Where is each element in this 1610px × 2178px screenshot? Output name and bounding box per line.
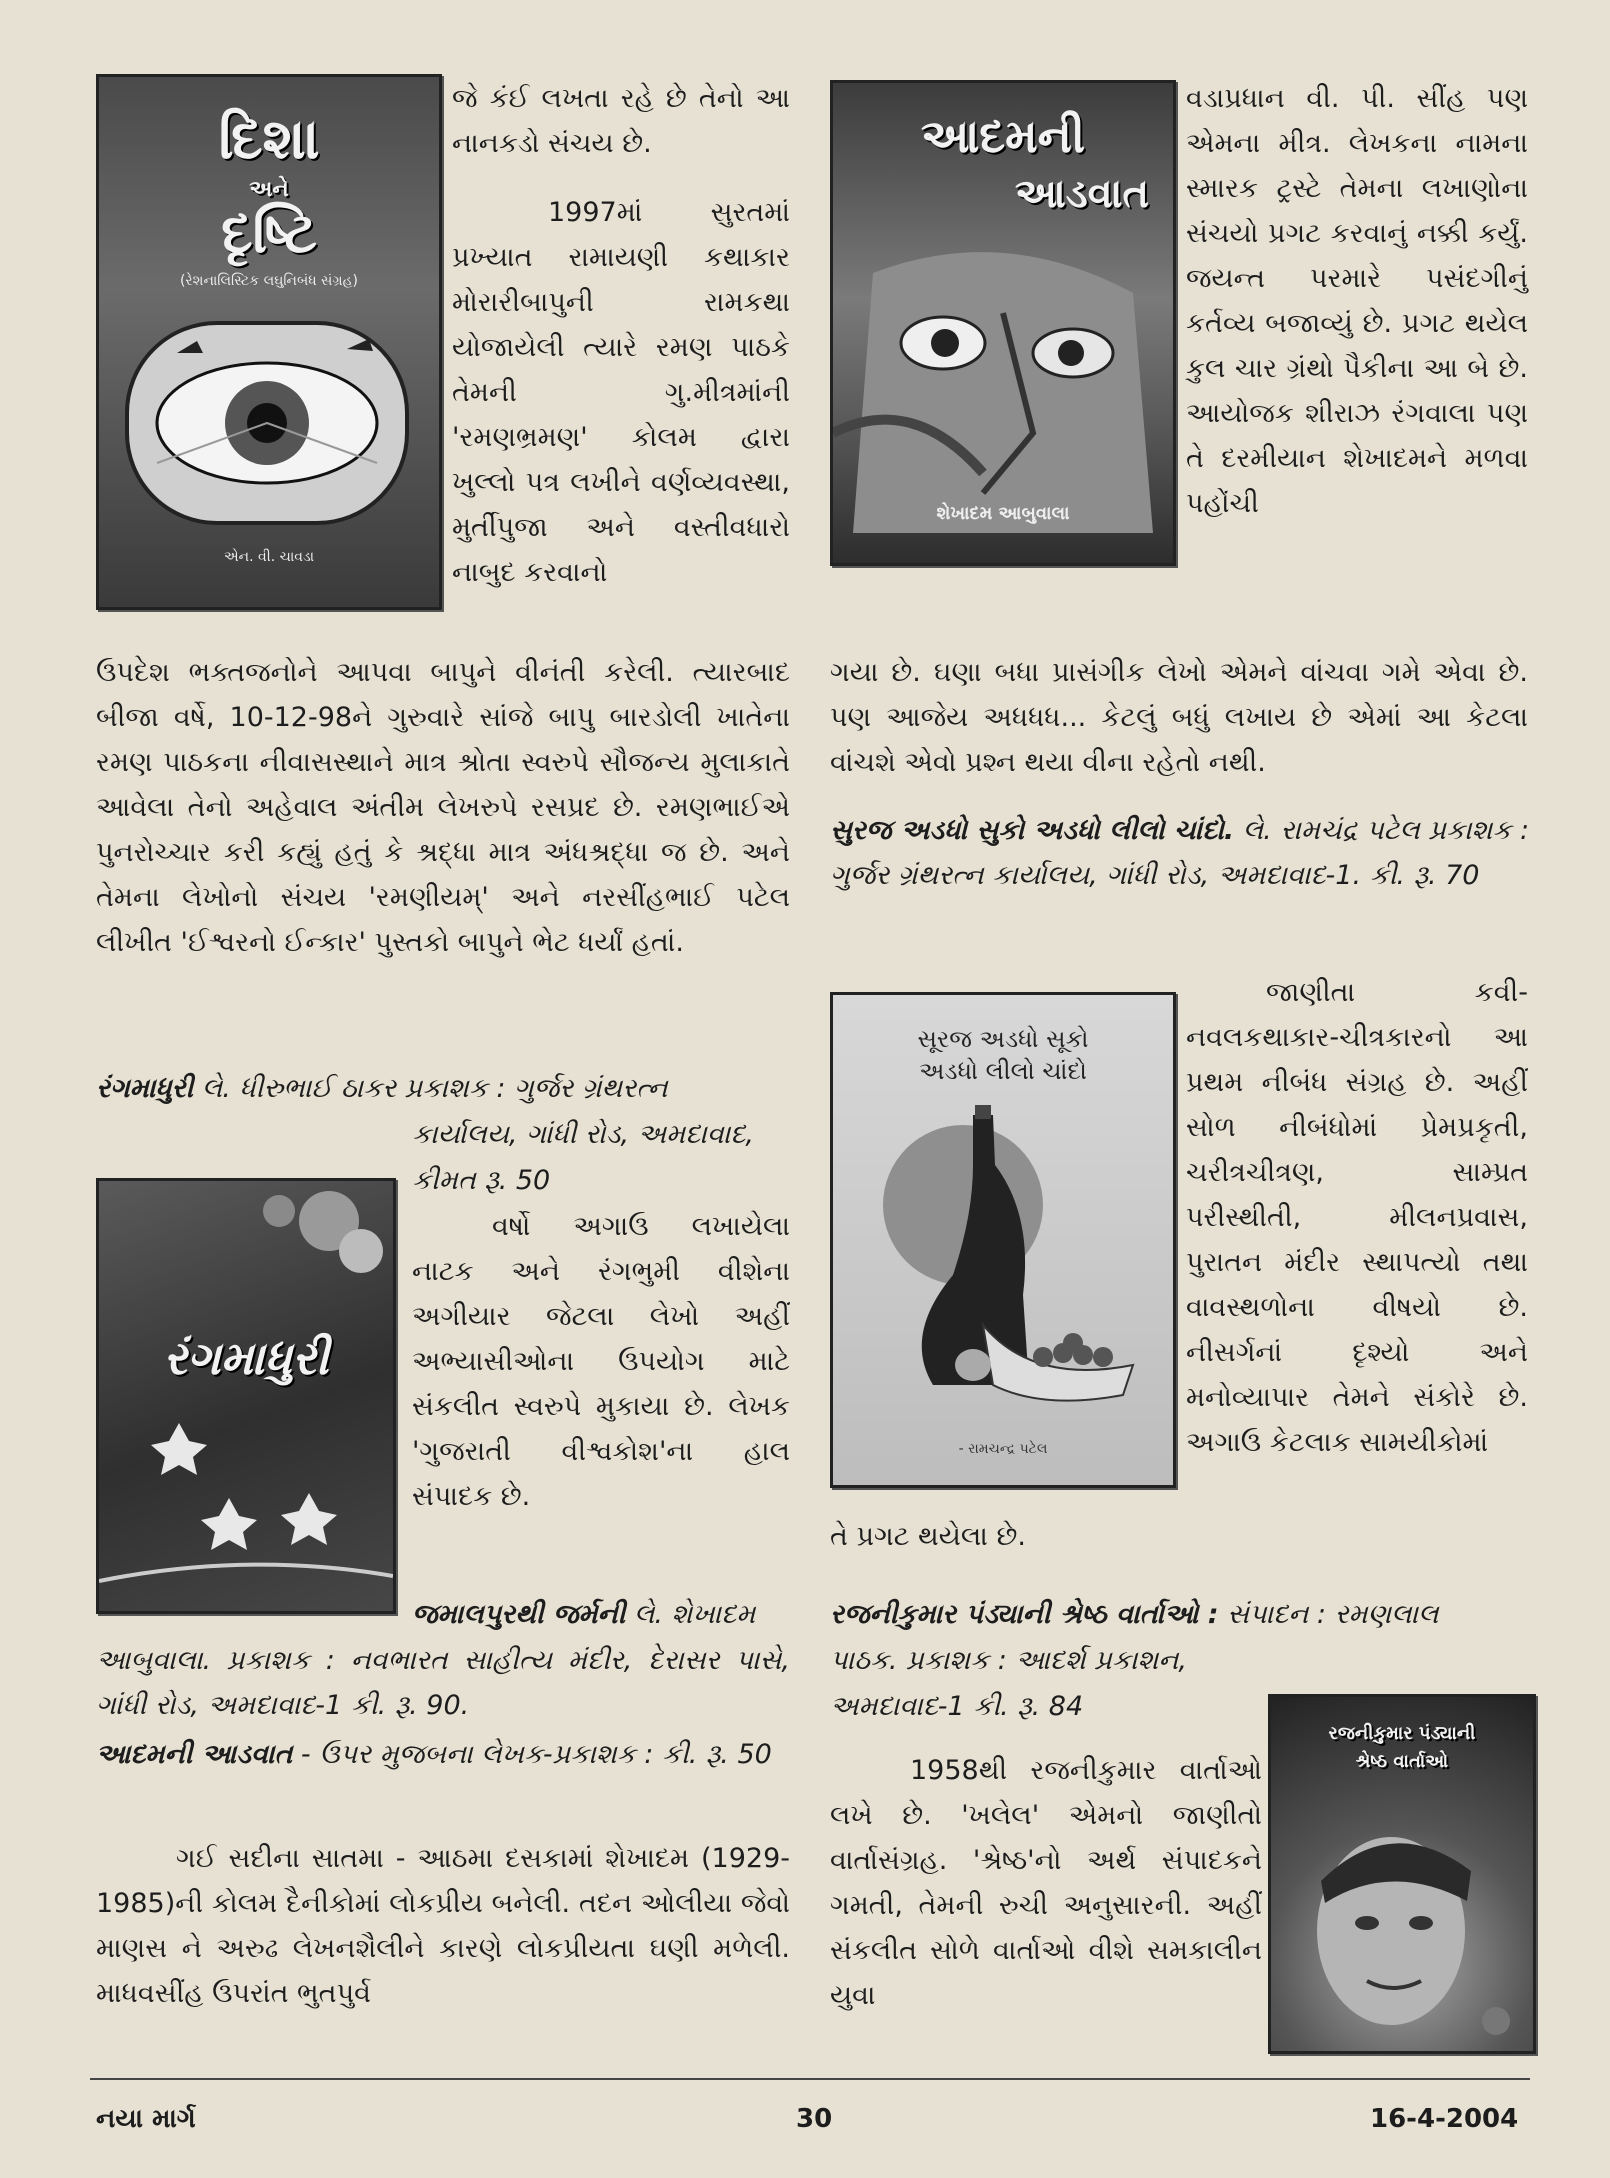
cover-title-2: અડધો લીલો ચાંદો (919, 1057, 1087, 1085)
face-illustration (833, 233, 1173, 533)
paragraph-suraj: જાણીતા કવી-નવલકથાકાર-ચીત્રકારનો આ પ્રથમ નીબંધ સંગ્રહ છે. અહીં સોળ નીબંધોમાં પ્રેમપ્રકૃતી, ચરીત્રચીત્રણ, સામ્પ્રત પરીસ્થીતી, મીલનપ્રવાસ, પુરાતન મંદીર સ્થાપત્યો તથા વાવસ્થળોના વીષયો છે. નીસર્ગનાં દૃશ્યો અને મનોવ્યાપાર તેમને સંકોરે છે. અગાઉ કેટલાક સામયીકોમાં (1186, 977, 1528, 1458)
footer-date: 16-4-2004 (1370, 2104, 1519, 2134)
book-meta: - ઉપર મુજબના લેખક-પ્રકાશક : કી. રૂ. 50 (292, 1739, 772, 1770)
paragraph-shekhadam: ગઈ સદીના સાતમા - આઠમા દસકામાં શેખાદમ (1929-1985)ની કોલમ દૈનીકોમાં લોકપ્રીય બનેલી. તદન ઓલીયા જેવો માણસ ને અરુઢ લેખનશૈલીને કારણે લોકપ્રીયતા ઘણી મળેલી. માધવસીંહ ઉપરાંત ભુતપુર્વ (96, 1843, 790, 2009)
cover-title-1: આદમની (920, 109, 1086, 163)
cover-title-1: સૂરજ અડધો સૂકો (917, 1025, 1089, 1053)
paragraph-1997: 1997માં સુરતમાં પ્રખ્યાત રામાયણી કથાકાર મોરારીબાપુની રામકથા યોજાયેલી ત્યારે રમણ પાઠકે તેમની ગુ.મીત્રમાંની 'રમણભ્રમણ' કોલમ દ્વારા ખુલ્લો પત્ર લખીને વર્ણવ્યવસ્થા, મુર્તીપુજા અને વસ્તીવધારો નાબુદ કરવાનો (452, 197, 790, 588)
review-heading-suraj (830, 808, 1530, 898)
cover-title-1: રજનીકુમાર પંડ્યાની (1328, 1723, 1476, 1744)
book-meta-line-2: આબુવાલા. પ્રકાશક : નવભારત સાહીત્ય મંદીર, દેરાસર પાસે, ગાંધી રોડ, અમદાવાદ-1 કી. રૂ. 90. (96, 1645, 790, 1721)
cover-title-2: આડવાત (1014, 171, 1149, 217)
cover-title: રંગમાધુરી (163, 1331, 329, 1385)
book-cover-rajnikumar (1268, 1694, 1536, 2054)
paragraph-suraj-continued: તે પ્રગટ થયેલા છે. (830, 1521, 1026, 1552)
author-photo (1271, 1791, 1533, 2051)
review-heading-rangmadhuri (96, 1066, 790, 1111)
book-cover-rangmadhuri (96, 1178, 396, 1614)
book-meta: લે. રામચંદ્ર પટેલ પ્રકાશક : ગુર્જર ગ્રંથરત્ન કાર્યાલય, ગાંધી રોડ, અમદાવાદ-1. કી. રૂ. 70 (830, 815, 1530, 891)
footer-page-number: 30 (796, 2104, 833, 2134)
book-meta-line-2: પાઠક. પ્રકાશક : આદર્શ પ્રકાશન, (830, 1645, 1187, 1676)
paragraph-top-col2: વડાપ્રધાન વી. પી. સીંહ પણ એમના મીત્ર. લેખકના નામના સ્મારક ટ્રસ્ટે તેમના લખાણોના સંચયો પ્રગટ કરવાનું નક્કી કર્યું. જયન્ત પરમારે પસંદગીનું કર્તવ્ય બજાવ્યું છે. પ્રગટ થયેલ કુલ ચાર ગ્રંથો પૈકીના આ બે છે. આયોજક શીરાઝ રંગવાલા પણ તે દરમીયાન શેખાદમને મળવા પહોંચી (1186, 83, 1528, 519)
book-cover-disha-ane-drishti (96, 74, 442, 610)
book-meta-line-2: કાર્યાલય, ગાંધી રોડ, અમદાવાદ, (412, 1119, 754, 1150)
book-cover-suraj-adadho-suko (830, 992, 1176, 1488)
book-title-aadamni-aadvaat: આદમની આડવાત (96, 1739, 293, 1770)
book-meta-line-1: લે. ધીરુભાઈ ઠાકર પ્રકાશક : ગુર્જર ગ્રંથરત્ન (193, 1073, 668, 1104)
book-title-rajnikumar-shreshth-vartao: રજનીકુમાર પંડ્યાની શ્રેષ્ઠ વાર્તાઓ : (830, 1599, 1219, 1630)
bottle-illustration (833, 1095, 1173, 1435)
cover-title-2: શ્રેષ્ઠ વાર્તાઓ (1355, 1751, 1449, 1772)
book-title-rangmadhuri: રંગમાધુરી (96, 1073, 194, 1104)
review-heading-jamalpur (412, 1592, 792, 1637)
paragraph-rajnikumar: 1958થી રજનીકુમાર વાર્તાઓ લખે છે. 'ખલેલ' એમનો જાણીતો વાર્તાસંગ્રહ. 'શ્રેષ્ઠ'નો અર્થ સંપાદકને ગમતી, તેમની રુચી અનુસારની. અહીં સંકલીત સોળે વાર્તાઓ વીશે સમકાલીન યુવા (830, 1755, 1262, 2011)
book-meta-line-1: લે. શેખાદમ (625, 1599, 756, 1630)
cover-author: શેખાદમ આબુવાલા (936, 503, 1070, 524)
book-title-jamalpurthi-jarmani: જમાલપુરથી જર્મની (412, 1599, 626, 1630)
flower-decoration (99, 1181, 393, 1611)
paragraph-top-col2-continued: ગયા છે. ઘણા બધા પ્રાસંગીક લેખો એમને વાંચવા ગમે એવા છે. પણ આજેય અધધધ... કેટલું બધું લખાય છે એમાં આ કેટલા વાંચશે એવો પ્રશ્ન થયા વીના રહેતો નથી. (830, 657, 1528, 778)
cover-subtitle: (રેશનાલિસ્ટિક લઘુનિબંધ સંગ્રહ) (179, 273, 359, 289)
book-meta-line-1: સંપાદન : રમણલાલ (1218, 1599, 1439, 1630)
eye-illustration (117, 313, 417, 533)
footer-magazine-name: નયા માર્ગ (96, 2104, 196, 2134)
review-heading-rajnikumar (830, 1592, 1530, 1637)
book-cover-aadamni-aadvaat (830, 80, 1176, 566)
cover-title-3: દૃષ્ટિ (221, 201, 317, 266)
cover-author: - રામચન્દ્ર પટેલ (958, 1441, 1048, 1457)
paragraph-1997-continued: ઉપદેશ ભક્તજનોને આપવા બાપુને વીનંતી કરેલી. ત્યારબાદ બીજા વર્ષે, 10-12-98ને ગુરુવારે સાંજે બાપુ બારડોલી ખાતેના રમણ પાઠકના નીવાસસ્થાને માત્ર શ્રોતા સ્વરુપે સૌજન્ય મુલાકાતે આવેલા તેનો અહેવાલ અંતીમ લેખરુપે રસપ્રદ છે. રમણભાઈએ પુનરોચ્ચાર કરી કહ્યું હતું કે શ્રદ્ધા માત્ર અંધશ્રદ્ધા જ છે. અને તેમના લેખોનો સંચય 'રમણીયમ્' અને નરસીંહભાઈ પટેલ લીખીત 'ઈશ્વરનો ઈન્કાર' પુસ્તકો બાપુને ભેટ ધર્યાં હતાં. (96, 657, 790, 958)
book-meta-line-3: કીમત રૂ. 50 (412, 1165, 551, 1196)
cover-author: એન. વી. ચાવડા (223, 549, 315, 565)
book-meta-line-3: અમદાવાદ-1 કી. રૂ. 84 (830, 1691, 1084, 1722)
cover-title-1: દિશા (218, 107, 320, 172)
footer-rule (90, 2078, 1530, 2080)
review-heading-aadamni-aadvaat (96, 1732, 790, 1777)
paragraph-rangmadhuri: વર્ષો અગાઉ લખાયેલા નાટક અને રંગભુમી વીશેના અગીયાર જેટલા લેખો અહીં અભ્યાસીઓના ઉપયોગ માટે સંકલીત સ્વરુપે મુકાયા છે. લેખક 'ગુજરાતી વીશ્વકોશ'ના હાલ સંપાદક છે. (412, 1211, 790, 1512)
cover-title-2: અને (249, 177, 289, 202)
book-title-suraj-adadho-suko: સુરજ અડધો સુકો અડધો લીલો ચાંદો. (830, 815, 1235, 846)
intro-text: જે કંઈ લખતા રહે છે તેનો આ નાનકડો સંચય છે. (452, 83, 790, 159)
